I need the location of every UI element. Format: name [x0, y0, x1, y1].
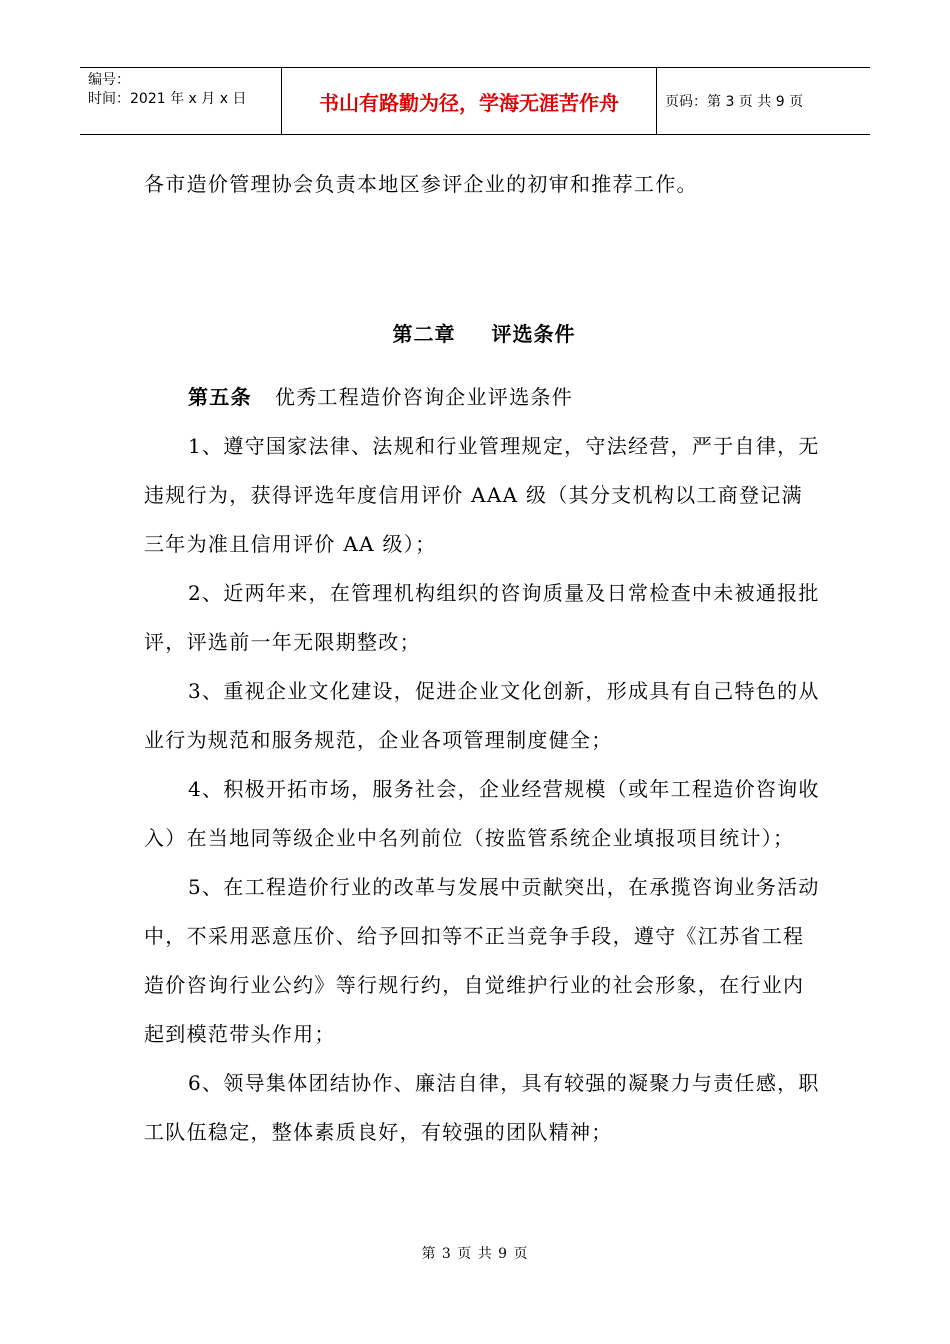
- condition-item-4: 4、积极开拓市场，服务社会，企业经营规模（或年工程造价咨询收入）在当地同等级企业中名列前位（按监管系统企业填报项目统计）；: [144, 777, 820, 850]
- condition-item-5: 5、在工程造价行业的改革与发展中贡献突出，在承揽咨询业务活动中，不采用恶意压价、给予回扣等不正当竞争手段，遵守《江苏省工程造价咨询行业公约》等行规行约，自觉维护行业的社会形象，在行业内起到模范带头作用；: [144, 875, 820, 1046]
- document-body: [144, 160, 824, 1157]
- header-page-info: 页码：第 3 页 共 9 页: [665, 94, 804, 110]
- chapter-title: 第二章 评选条件: [392, 322, 576, 346]
- condition-item-1: 1、遵守国家法律、法规和行业管理规定，守法经营，严于自律，无违规行为，获得评选年度信用评价 AAA 级（其分支机构以工商登记满三年为准且信用评价 AA 级）；: [144, 434, 820, 556]
- header-motto: 书山有路勤为径，学海无涯苦作舟: [282, 68, 657, 134]
- condition-item-3: 3、重视企业文化建设，促进企业文化创新，形成具有自己特色的从业行为规范和服务规范，企业各项管理制度健全；: [144, 679, 820, 752]
- condition-item-6: 6、领导集体团结协作、廉洁自律，具有较强的凝聚力与责任感，职工队伍稳定，整体素质良好，有较强的团队精神；: [144, 1071, 820, 1144]
- header-meta: [80, 68, 282, 134]
- page-footer: 第 3 页 共 9 页: [421, 1246, 529, 1262]
- article-heading: [144, 373, 824, 422]
- article-title: 优秀工程造价咨询企业评选条件: [274, 385, 574, 409]
- doc-number-label: 编号：: [88, 72, 130, 88]
- doc-date-label: 时间：2021 年 x 月 x 日: [88, 91, 247, 107]
- article-number: 第五条: [188, 385, 252, 409]
- intro-paragraph: 各市造价管理协会负责本地区参评企业的初审和推荐工作。: [144, 172, 698, 196]
- page-header: [80, 67, 870, 135]
- condition-item-2: 2、近两年来，在管理机构组织的咨询质量及日常检查中未被通报批评，评选前一年无限期整改；: [144, 581, 820, 654]
